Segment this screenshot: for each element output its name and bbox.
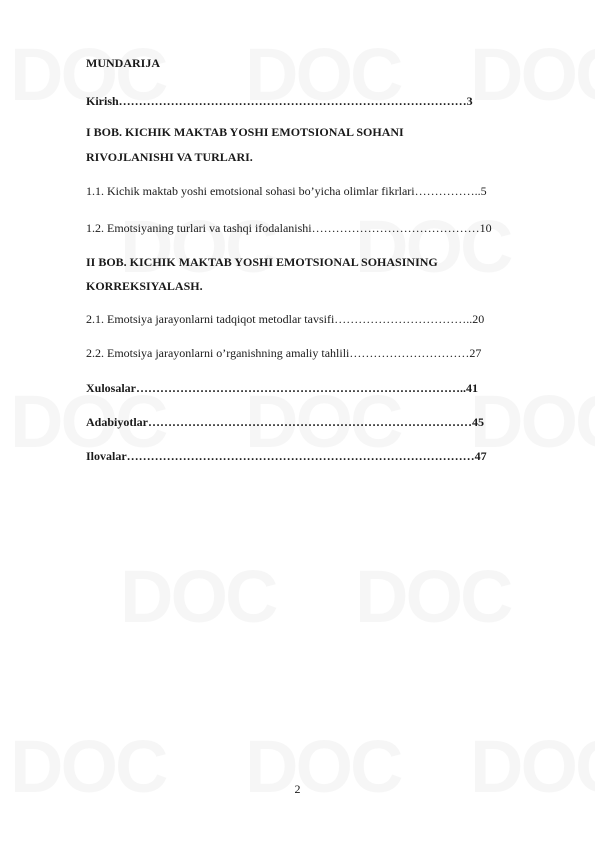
toc-chapter-2-line-2: KORREKSIYALASH. — [86, 279, 203, 293]
toc-entry-ilovalar: Ilovalar……………………………………………………………………………47 — [86, 449, 487, 463]
toc-entry-xulosalar: Xulosalar………………………………………………………………………..41 — [86, 381, 479, 395]
toc-entry-2-1: 2.1. Emotsiya jarayonlarni tadqiqot metodlar tavsifi……………………………..20 — [86, 312, 485, 326]
toc-heading: MUNDARIJA — [86, 56, 160, 70]
page-number: 2 — [294, 782, 301, 796]
toc-entry-2-2: 2.2. Emotsiya jarayonlarni o’rganishning amaliy tahlili…………………………27 — [86, 346, 482, 360]
toc-chapter-2-line-1: II BOB. KICHIK MAKTAB YOSHI EMOTSIONAL SOHASINING — [86, 255, 438, 269]
toc-entry-kirish: Kirish……………………………………………………………………………3 — [86, 94, 473, 108]
toc-entry-1-2: 1.2. Emotsiyaning turlari va tashqi ifodalanishi……………………………………10 — [86, 221, 492, 235]
toc-entry-adabiyotlar: Adabiyotlar………………………………………………………………………45 — [86, 415, 485, 429]
toc-chapter-1-line-2: RIVOJLANISHI VA TURLARI. — [86, 150, 253, 164]
toc-entry-1-1: 1.1. Kichik maktab yoshi emotsional sohasi bo’yicha olimlar fikrlari……………..5 — [86, 184, 487, 198]
toc-chapter-1-line-1: I BOB. KICHIK MAKTAB YOSHI EMOTSIONAL SOHANI — [86, 125, 404, 139]
